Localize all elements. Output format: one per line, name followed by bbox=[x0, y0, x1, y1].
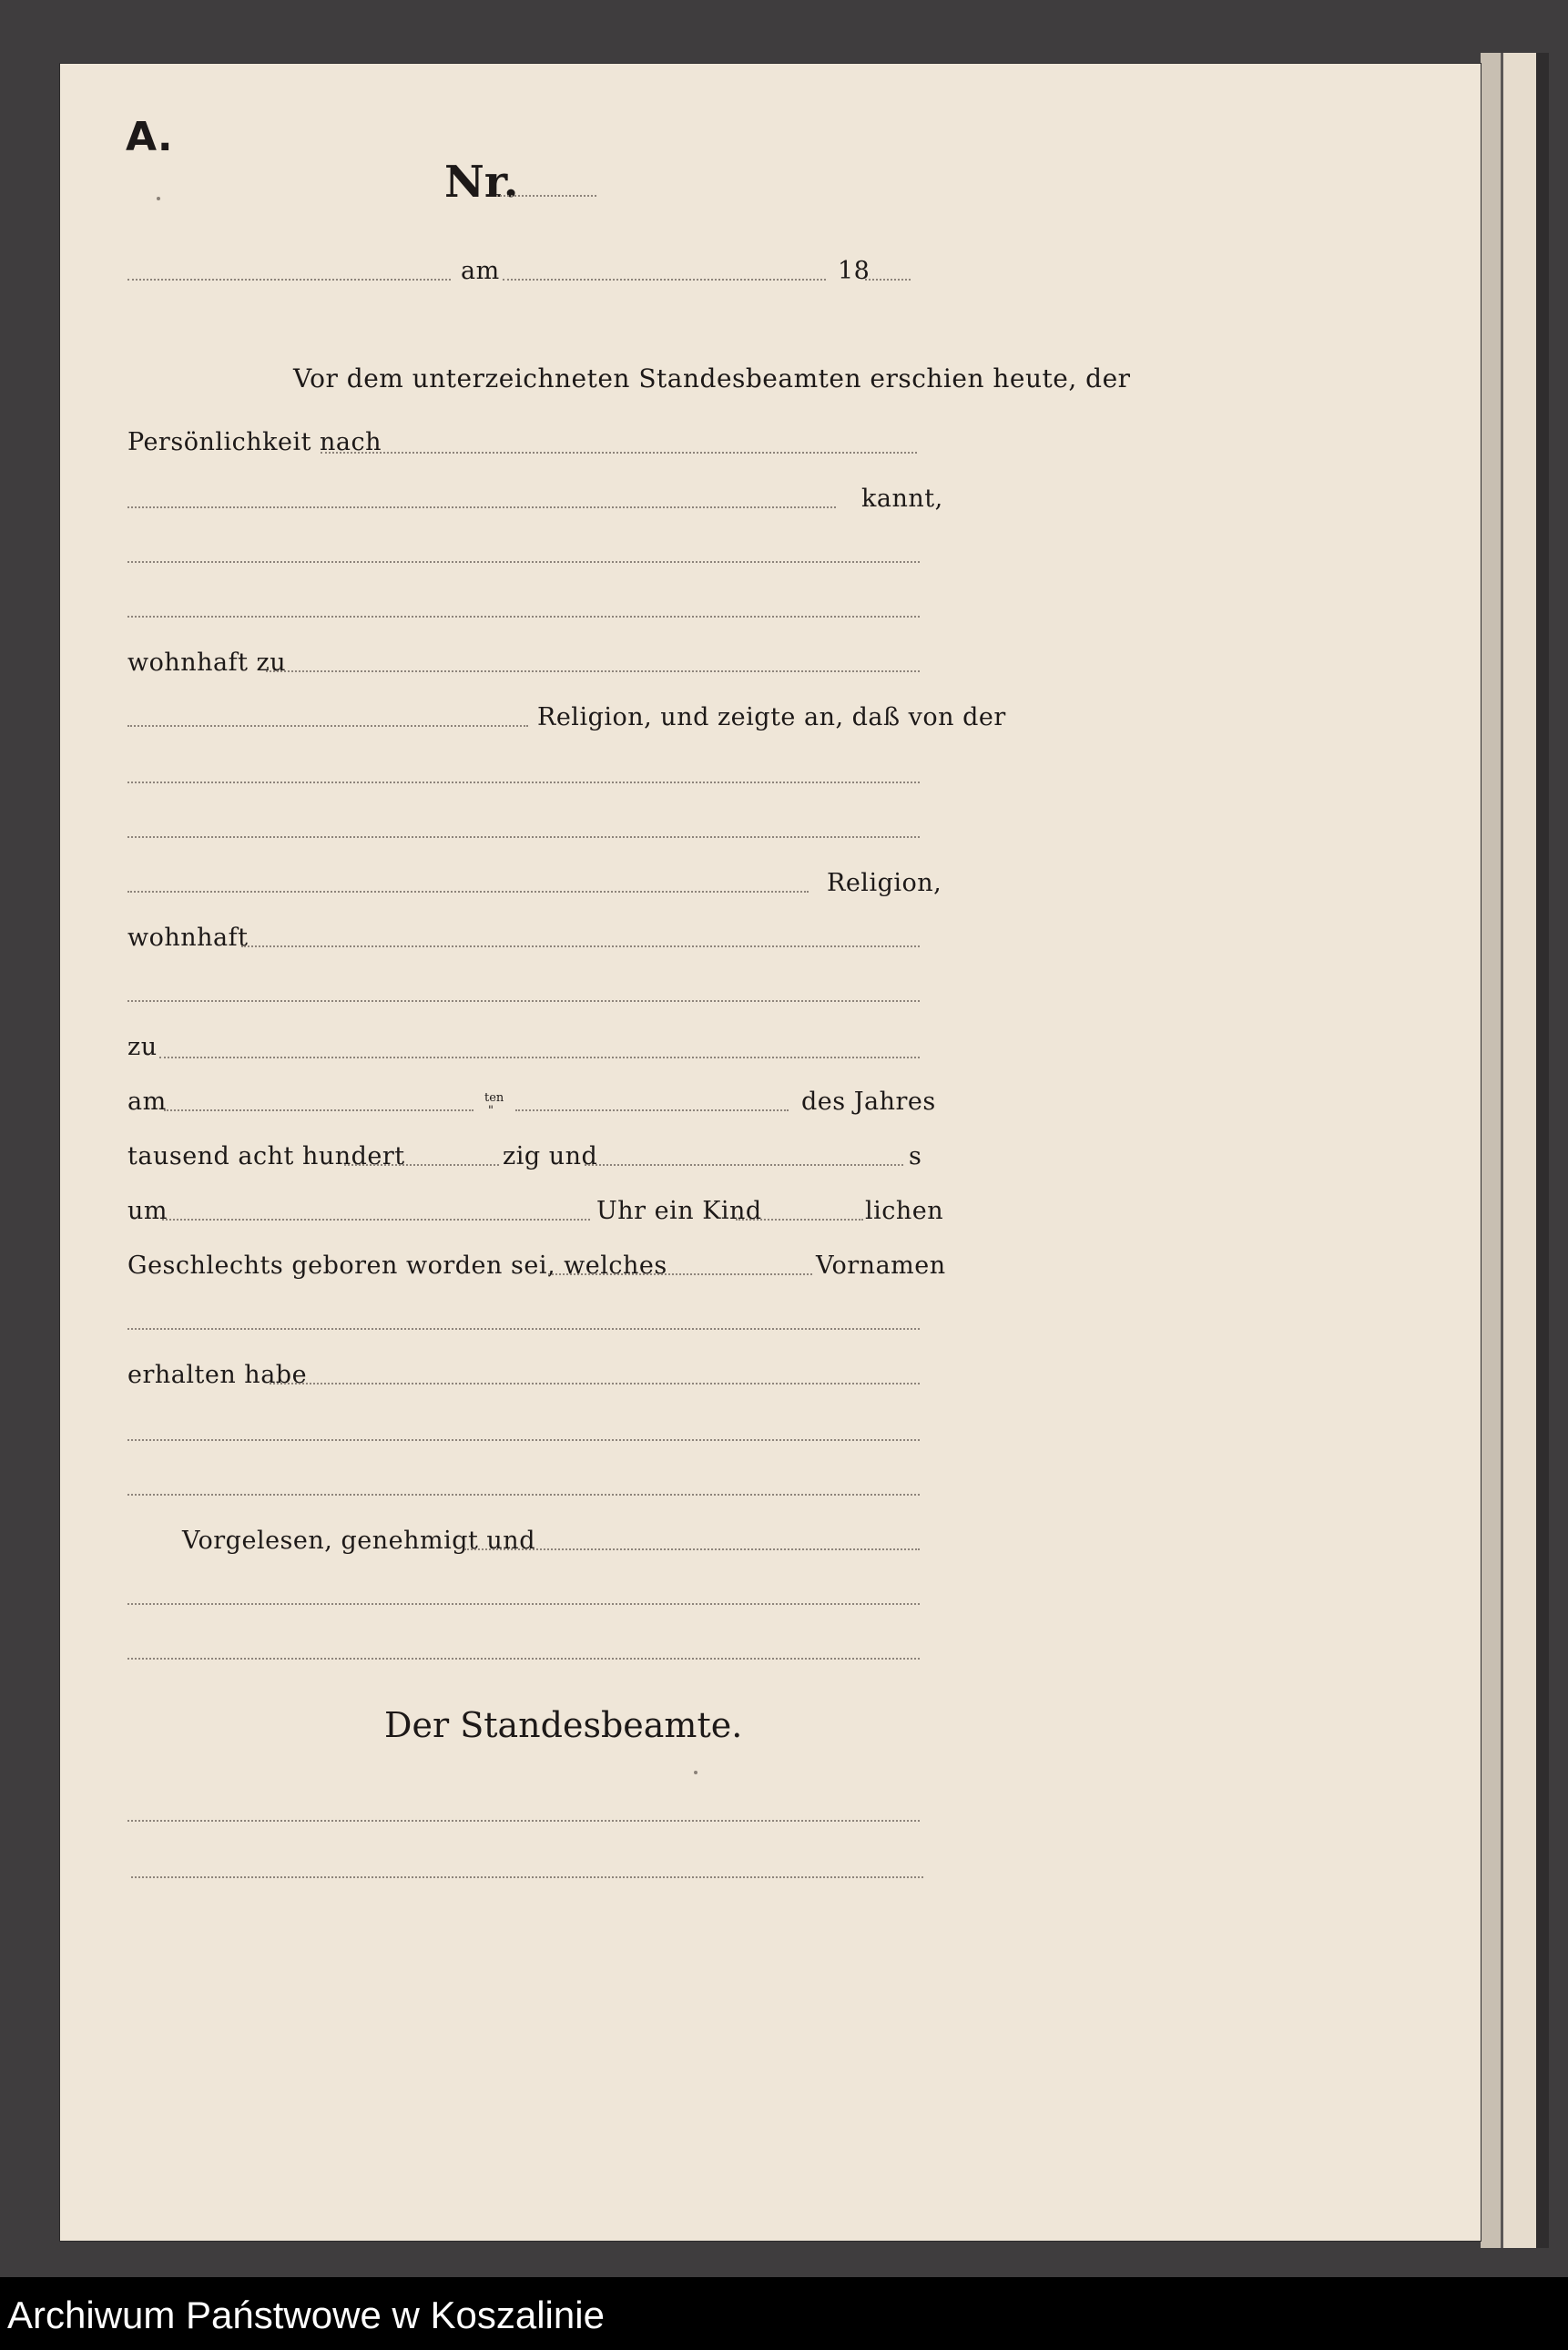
blank-line-1 bbox=[127, 561, 920, 563]
registrar-title: Der Standesbeamte. bbox=[384, 1705, 743, 1745]
registrar-signature-line-1 bbox=[127, 1820, 920, 1822]
intro-text: Vor dem unterzeichneten Standesbeamten erschien heute, der bbox=[293, 363, 1131, 393]
hour-child-label: Uhr ein Kind bbox=[596, 1197, 762, 1225]
am-label: am bbox=[461, 257, 500, 285]
received-field bbox=[270, 1383, 920, 1384]
um-label: um bbox=[127, 1197, 168, 1225]
residing-field bbox=[241, 945, 920, 947]
residing-label: wohnhaft bbox=[127, 924, 249, 952]
religion-field-1 bbox=[127, 725, 528, 727]
registrar-signature-line-2 bbox=[131, 1876, 923, 1878]
decade-field bbox=[344, 1164, 499, 1166]
received-label: erhalten habe bbox=[127, 1361, 308, 1389]
of-year-label: des Jahres bbox=[801, 1088, 936, 1116]
blank-line-5 bbox=[127, 1000, 920, 1002]
names-field bbox=[548, 1273, 812, 1275]
zu-field bbox=[159, 1057, 920, 1058]
year-field bbox=[865, 279, 911, 281]
footer-bar bbox=[0, 2277, 1568, 2350]
hour-field bbox=[162, 1219, 590, 1221]
blank-line-4 bbox=[127, 836, 920, 838]
zu-label: zu bbox=[127, 1033, 158, 1061]
form-letter: A. bbox=[126, 114, 173, 160]
thousand-label: tausend acht hundert bbox=[127, 1142, 405, 1170]
blank-line-3 bbox=[127, 782, 920, 783]
place-field bbox=[127, 279, 451, 281]
month-field bbox=[515, 1109, 789, 1111]
signature-field-1 bbox=[464, 1548, 920, 1550]
day-field bbox=[164, 1109, 473, 1111]
lichen-label: lichen bbox=[865, 1197, 944, 1225]
identity-field bbox=[321, 452, 917, 454]
religion-notice-text: Religion, und zeigte an, daß von der bbox=[537, 703, 1006, 731]
nr-label: Nr. bbox=[444, 157, 519, 208]
date-field bbox=[503, 279, 826, 281]
blank-line-2 bbox=[127, 616, 920, 618]
ink-mark bbox=[694, 1771, 697, 1774]
blank-line-6 bbox=[127, 1328, 920, 1330]
known-field bbox=[127, 506, 836, 508]
blank-line-9 bbox=[127, 1603, 920, 1605]
known-label: kannt, bbox=[861, 485, 943, 513]
zig-label: zig und bbox=[503, 1142, 598, 1170]
residing-at-field bbox=[266, 670, 920, 672]
religion-field-2 bbox=[127, 891, 809, 893]
blank-line-10 bbox=[127, 1658, 920, 1660]
nr-field bbox=[496, 195, 596, 197]
first-names-label: Vornamen bbox=[816, 1252, 946, 1280]
page-edge bbox=[1481, 53, 1501, 2248]
next-page-edge bbox=[1501, 53, 1549, 2248]
gender-born-label: Geschlechts geboren worden sei, welches bbox=[127, 1252, 667, 1280]
ditto-mark: " bbox=[488, 1104, 494, 1118]
year-units-field bbox=[585, 1164, 903, 1166]
residing-at-label: wohnhaft zu bbox=[127, 649, 287, 677]
religion-label: Religion, bbox=[827, 869, 942, 897]
year-prefix: 18 bbox=[838, 257, 871, 285]
gender-field bbox=[736, 1219, 863, 1221]
read-approved-label: Vorgelesen, genehmigt und bbox=[182, 1527, 535, 1555]
blank-line-7 bbox=[127, 1439, 920, 1441]
ten-superscript: ten bbox=[484, 1091, 504, 1105]
am-date-label: am bbox=[127, 1088, 167, 1116]
s-suffix: s bbox=[909, 1142, 922, 1170]
archive-credit: Archiwum Państwowe w Koszalinie bbox=[7, 2294, 605, 2336]
identity-label: Persönlichkeit nach bbox=[127, 428, 382, 456]
blank-line-8 bbox=[127, 1494, 920, 1496]
ink-mark bbox=[157, 197, 160, 200]
